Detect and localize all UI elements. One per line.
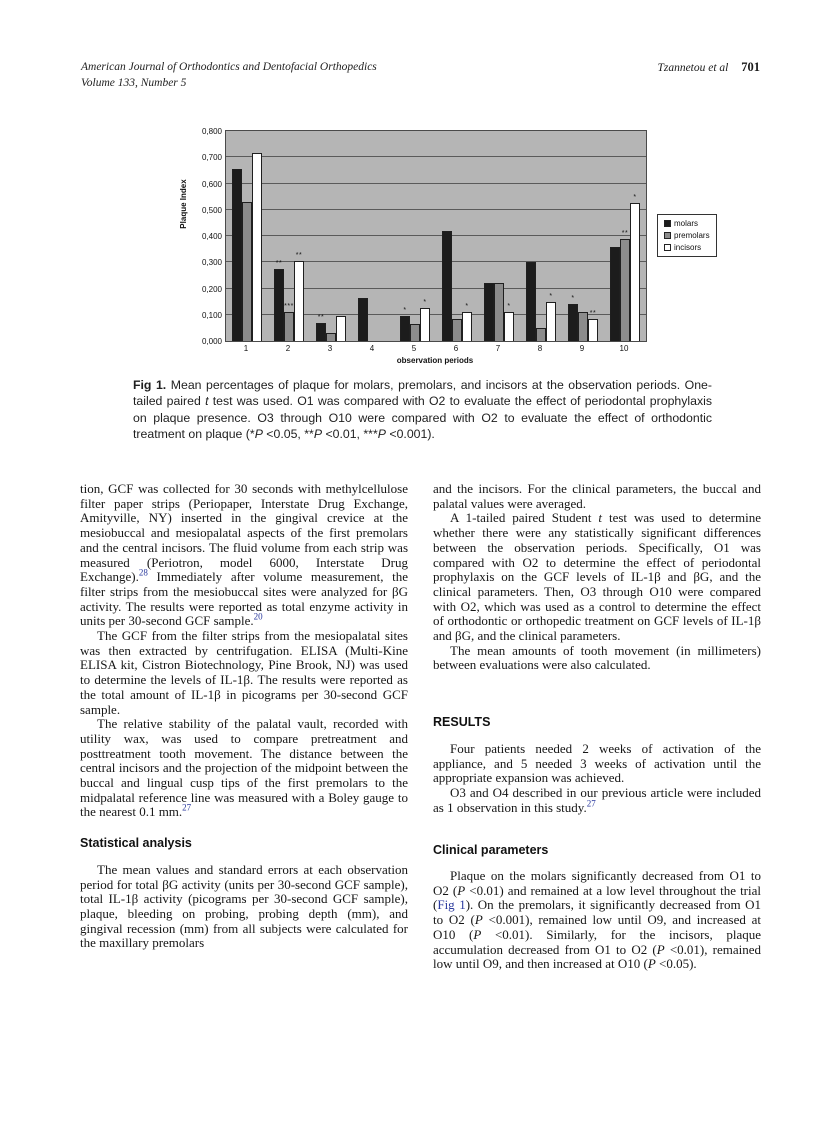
significance-marker: * — [403, 307, 407, 315]
x-tick-label: 3 — [327, 344, 333, 353]
text-run: A 1-tailed paired Student — [450, 510, 599, 526]
bar-premolars-6 — [452, 319, 462, 341]
bar-molars-5 — [400, 307, 410, 341]
text-run: <0.001), remained low until O9, and increased at O10 ( — [433, 912, 761, 942]
text-run: <0.05, ** — [262, 427, 314, 442]
text-run: Four patients needed 2 weeks of activation of the appliance, and 5 needed 3 weeks of activation until the appropriate expansion was achieved. — [433, 740, 761, 786]
right-column — [433, 482, 761, 972]
figure-link[interactable]: Fig 1 — [437, 897, 466, 913]
bar-premolars-2 — [284, 303, 294, 341]
paragraph — [433, 742, 761, 786]
y-tick-label: 0,700 — [201, 153, 222, 163]
y-axis-title: Plaque Index — [179, 179, 188, 229]
y-tick-label: 0,800 — [201, 127, 222, 136]
significance-marker: * — [571, 295, 575, 303]
bar-molars-3 — [316, 313, 326, 341]
bar-molars-6 — [442, 231, 452, 341]
authors: Tzannetou et al — [657, 62, 729, 74]
bar-group-5 — [394, 131, 436, 341]
paragraph — [433, 644, 761, 673]
significance-marker: * — [465, 303, 469, 311]
bar-premolars-1 — [242, 202, 252, 341]
figure-1-caption — [133, 377, 712, 442]
bar-group-2 — [268, 131, 310, 341]
bar-molars-8 — [526, 262, 536, 341]
bar-group-9 — [562, 131, 604, 341]
paragraph — [433, 786, 761, 815]
left-column — [80, 482, 408, 951]
significance-marker: ** — [275, 259, 283, 267]
bar-group-6 — [436, 131, 478, 341]
text-run: tion, GCF was collected for 30 seconds with methylcellulose filter paper strips (Periopaper, Interstate Drug Exchange, Amityville, NY) inserted in the gingival crevice at the mesiobuccal and mesiopalatal aspects of the first premolars and the central incisors. The fluid volume from each strip was measured (Periotron, model 6000, Interstate Drug Exchange). — [80, 481, 408, 585]
significance-marker: ** — [295, 251, 303, 259]
bar-group-4 — [352, 131, 394, 341]
y-tick-label: 0,000 — [201, 337, 222, 346]
text-run: The mean amounts of tooth movement (in millimeters) between evaluations were also calculated. — [433, 642, 761, 673]
plot-area — [201, 127, 647, 346]
text-run: The relative stability of the palatal vault, recorded with utility wax, was used to compare pretreatment and posttreatment tooth movement. The distance between the central incisors and the projection of the midpoint between the buccal and lingual cusp tips of the first premolars to the midpalatal reference line was measured with a Boley gauge to the nearest 0.1 mm. — [80, 716, 408, 820]
paragraph — [433, 511, 761, 643]
paragraph — [433, 869, 761, 972]
page-number: 701 — [741, 60, 760, 74]
reference-link[interactable]: 28 — [138, 567, 148, 578]
text-run: O3 and O4 described in our previous article were included as 1 observation in this study. — [433, 784, 761, 815]
y-tick-label: 0,600 — [201, 179, 222, 189]
italic-text: P — [254, 427, 263, 442]
bar-incisors-2 — [294, 251, 304, 341]
section-heading-statistical-analysis: Statistical analysis — [80, 836, 192, 851]
bar-incisors-10 — [630, 194, 640, 341]
italic-text: P — [473, 926, 482, 942]
legend-label: molars — [674, 219, 699, 228]
bar-molars-2 — [274, 259, 284, 341]
text-run: and the incisors. For the clinical parameters, the buccal and palatal values were averaged. — [433, 481, 761, 511]
running-head — [657, 60, 760, 75]
italic-text: t — [205, 394, 209, 409]
text-run: <0.01), remained low until O9, and then increased at O10 ( — [433, 941, 761, 972]
x-tick-label: 6 — [453, 344, 459, 353]
reference-link[interactable]: 27 — [182, 803, 192, 814]
text-run: test was used to determine whether there were any statistically significant differences between the observation periods. Specifically, O1 was compared with O2 to determine the effect of periodontal prophylaxis on the GCF levels of IL-1β and βG, and the clinical parameters. Then, O3 through O10 were compared with O2, which was used as a control to determine the effect of orthodontic or orthopedic treatment on GCF levels of IL-1β and βG, and the clinical parameters. — [433, 510, 761, 644]
text-run: <0.01) and remained at a low level throughout the trial ( — [433, 882, 762, 913]
x-tick-label: 8 — [537, 344, 543, 353]
x-tick-label: 10 — [619, 344, 629, 353]
text-run: <0.05). — [655, 956, 697, 972]
bar-premolars-8 — [536, 328, 546, 341]
x-tick-label: 9 — [579, 344, 585, 353]
bar-group-10 — [604, 131, 646, 341]
x-tick-label: 1 — [243, 344, 249, 353]
text-run: The GCF from the filter strips from the mesiopalatal sites was then extracted by centrifugation. ELISA (Multi-Kine ELISA kit, Cistron Biotechnology, Pine Brook, NJ) was used to determine the levels of IL-1β. The results were reported as the total amount of IL-1β in picograms per 30-second GCF sample. — [80, 628, 408, 717]
bar-molars-4 — [358, 298, 368, 341]
text-run: Mean percentages of plaque for molars, premolars, and incisors at the observation periods. One-tailed paired — [133, 378, 712, 409]
bar-group-1 — [226, 131, 268, 341]
x-axis-ticks — [225, 344, 645, 353]
significance-marker: * — [423, 299, 427, 307]
x-tick-label: 7 — [495, 344, 501, 353]
bar-incisors-7 — [504, 303, 514, 341]
legend-item-premolars — [664, 231, 710, 240]
bar-premolars-5 — [410, 324, 420, 341]
legend-label: incisors — [674, 243, 702, 252]
text-run: <0.01, *** — [322, 427, 378, 442]
italic-text: P — [377, 427, 386, 442]
y-tick-label: 0,100 — [201, 310, 222, 320]
text-run: The mean values and standard errors at each observation period for total βG activity (units per 30-second GCF sample), total IL-1β activity (picograms per 30-second GCF sample), plaque, bleeding on probing, probing depth (mm), and gingival recession (mm) from all subjects were calculated for the maxillary premolars — [80, 861, 408, 951]
journal-info — [81, 60, 377, 91]
text-run: <0.001). — [385, 427, 435, 442]
section-heading-clinical-parameters: Clinical parameters — [433, 843, 549, 858]
bar-group-7 — [478, 131, 520, 341]
bar-molars-1 — [232, 169, 242, 341]
bar-group-8 — [520, 131, 562, 341]
bar-incisors-1 — [252, 153, 262, 341]
journal-volume: Volume 133, Number 5 — [81, 76, 187, 89]
paragraph — [80, 863, 408, 951]
x-tick-label: 4 — [369, 344, 375, 353]
y-tick-label: 0,300 — [201, 258, 222, 268]
reference-link[interactable]: 27 — [586, 798, 596, 809]
significance-marker: ** — [317, 313, 325, 321]
bar-incisors-6 — [462, 303, 472, 341]
reference-link[interactable]: 20 — [253, 612, 263, 622]
paragraph — [80, 629, 408, 717]
y-tick-label: 0,500 — [201, 205, 222, 215]
legend-swatch-icon — [664, 220, 671, 227]
bold-text: Fig 1. — [133, 378, 167, 392]
italic-text: P — [313, 427, 323, 442]
text-run: <0.01). Similarly, for the incisors, plaque accumulation decreased from O1 to O2 ( — [433, 926, 761, 957]
significance-marker: ** — [621, 229, 629, 237]
legend-item-incisors — [664, 243, 710, 252]
legend-swatch-icon — [664, 232, 671, 239]
paragraph — [80, 717, 408, 820]
italic-text: t — [598, 510, 603, 526]
page-header — [81, 60, 760, 91]
bar-premolars-9 — [578, 312, 588, 341]
text-run: Immediately after volume measurement, the filter strips from the mesiobuccal sites were analyzed for βG activity. The results were reported as total enzyme activity in units per 30-second GCF sample. — [80, 569, 408, 629]
bar-premolars-10 — [620, 229, 630, 341]
journal-title: American Journal of Orthodontics and Dentofacial Orthopedics — [81, 61, 377, 73]
italic-text: P — [647, 956, 656, 972]
significance-marker: ** — [589, 309, 597, 317]
text-run: Plaque on the molars significantly decreased from O1 to O2 ( — [433, 868, 761, 898]
section-heading-results: RESULTS — [433, 715, 491, 730]
italic-text: P — [656, 941, 665, 957]
bar-molars-7 — [484, 283, 494, 341]
paragraph — [80, 482, 408, 629]
text-run: ). On the premolars, it significantly decreased from O1 to O2 ( — [433, 897, 762, 928]
bar-incisors-8 — [546, 292, 556, 341]
legend-swatch-icon — [664, 244, 671, 251]
x-tick-label: 2 — [285, 344, 291, 353]
significance-marker: * — [507, 303, 511, 311]
chart-legend — [657, 214, 717, 257]
bar-group-3 — [310, 131, 352, 341]
bar-premolars-3 — [326, 333, 336, 341]
text-run: test was used. O1 was compared with O2 to evaluate the effect of periodontal prophylaxis on plaque presence. O3 through O10 were compared with O2 to evaluate the effect of orthodontic treatment on plaque (* — [133, 394, 712, 442]
significance-marker: * — [633, 194, 637, 202]
y-tick-label: 0,400 — [201, 232, 222, 241]
legend-label: premolars — [674, 231, 710, 240]
bar-molars-9 — [568, 295, 578, 341]
italic-text: P — [457, 882, 466, 898]
x-axis-title: observation periods — [396, 356, 474, 365]
paragraph — [433, 482, 761, 511]
bar-incisors-9 — [588, 309, 598, 341]
x-tick-label: 5 — [411, 344, 417, 353]
bar-molars-10 — [610, 247, 620, 342]
figure-1-chart — [179, 122, 751, 368]
bar-incisors-5 — [420, 299, 430, 341]
significance-marker: *** — [284, 303, 294, 311]
italic-text: P — [474, 912, 483, 928]
bar-premolars-7 — [494, 283, 504, 341]
y-tick-label: 0,200 — [201, 284, 222, 294]
significance-marker: * — [549, 292, 553, 300]
legend-item-molars — [664, 219, 710, 228]
bar-incisors-3 — [336, 316, 346, 341]
